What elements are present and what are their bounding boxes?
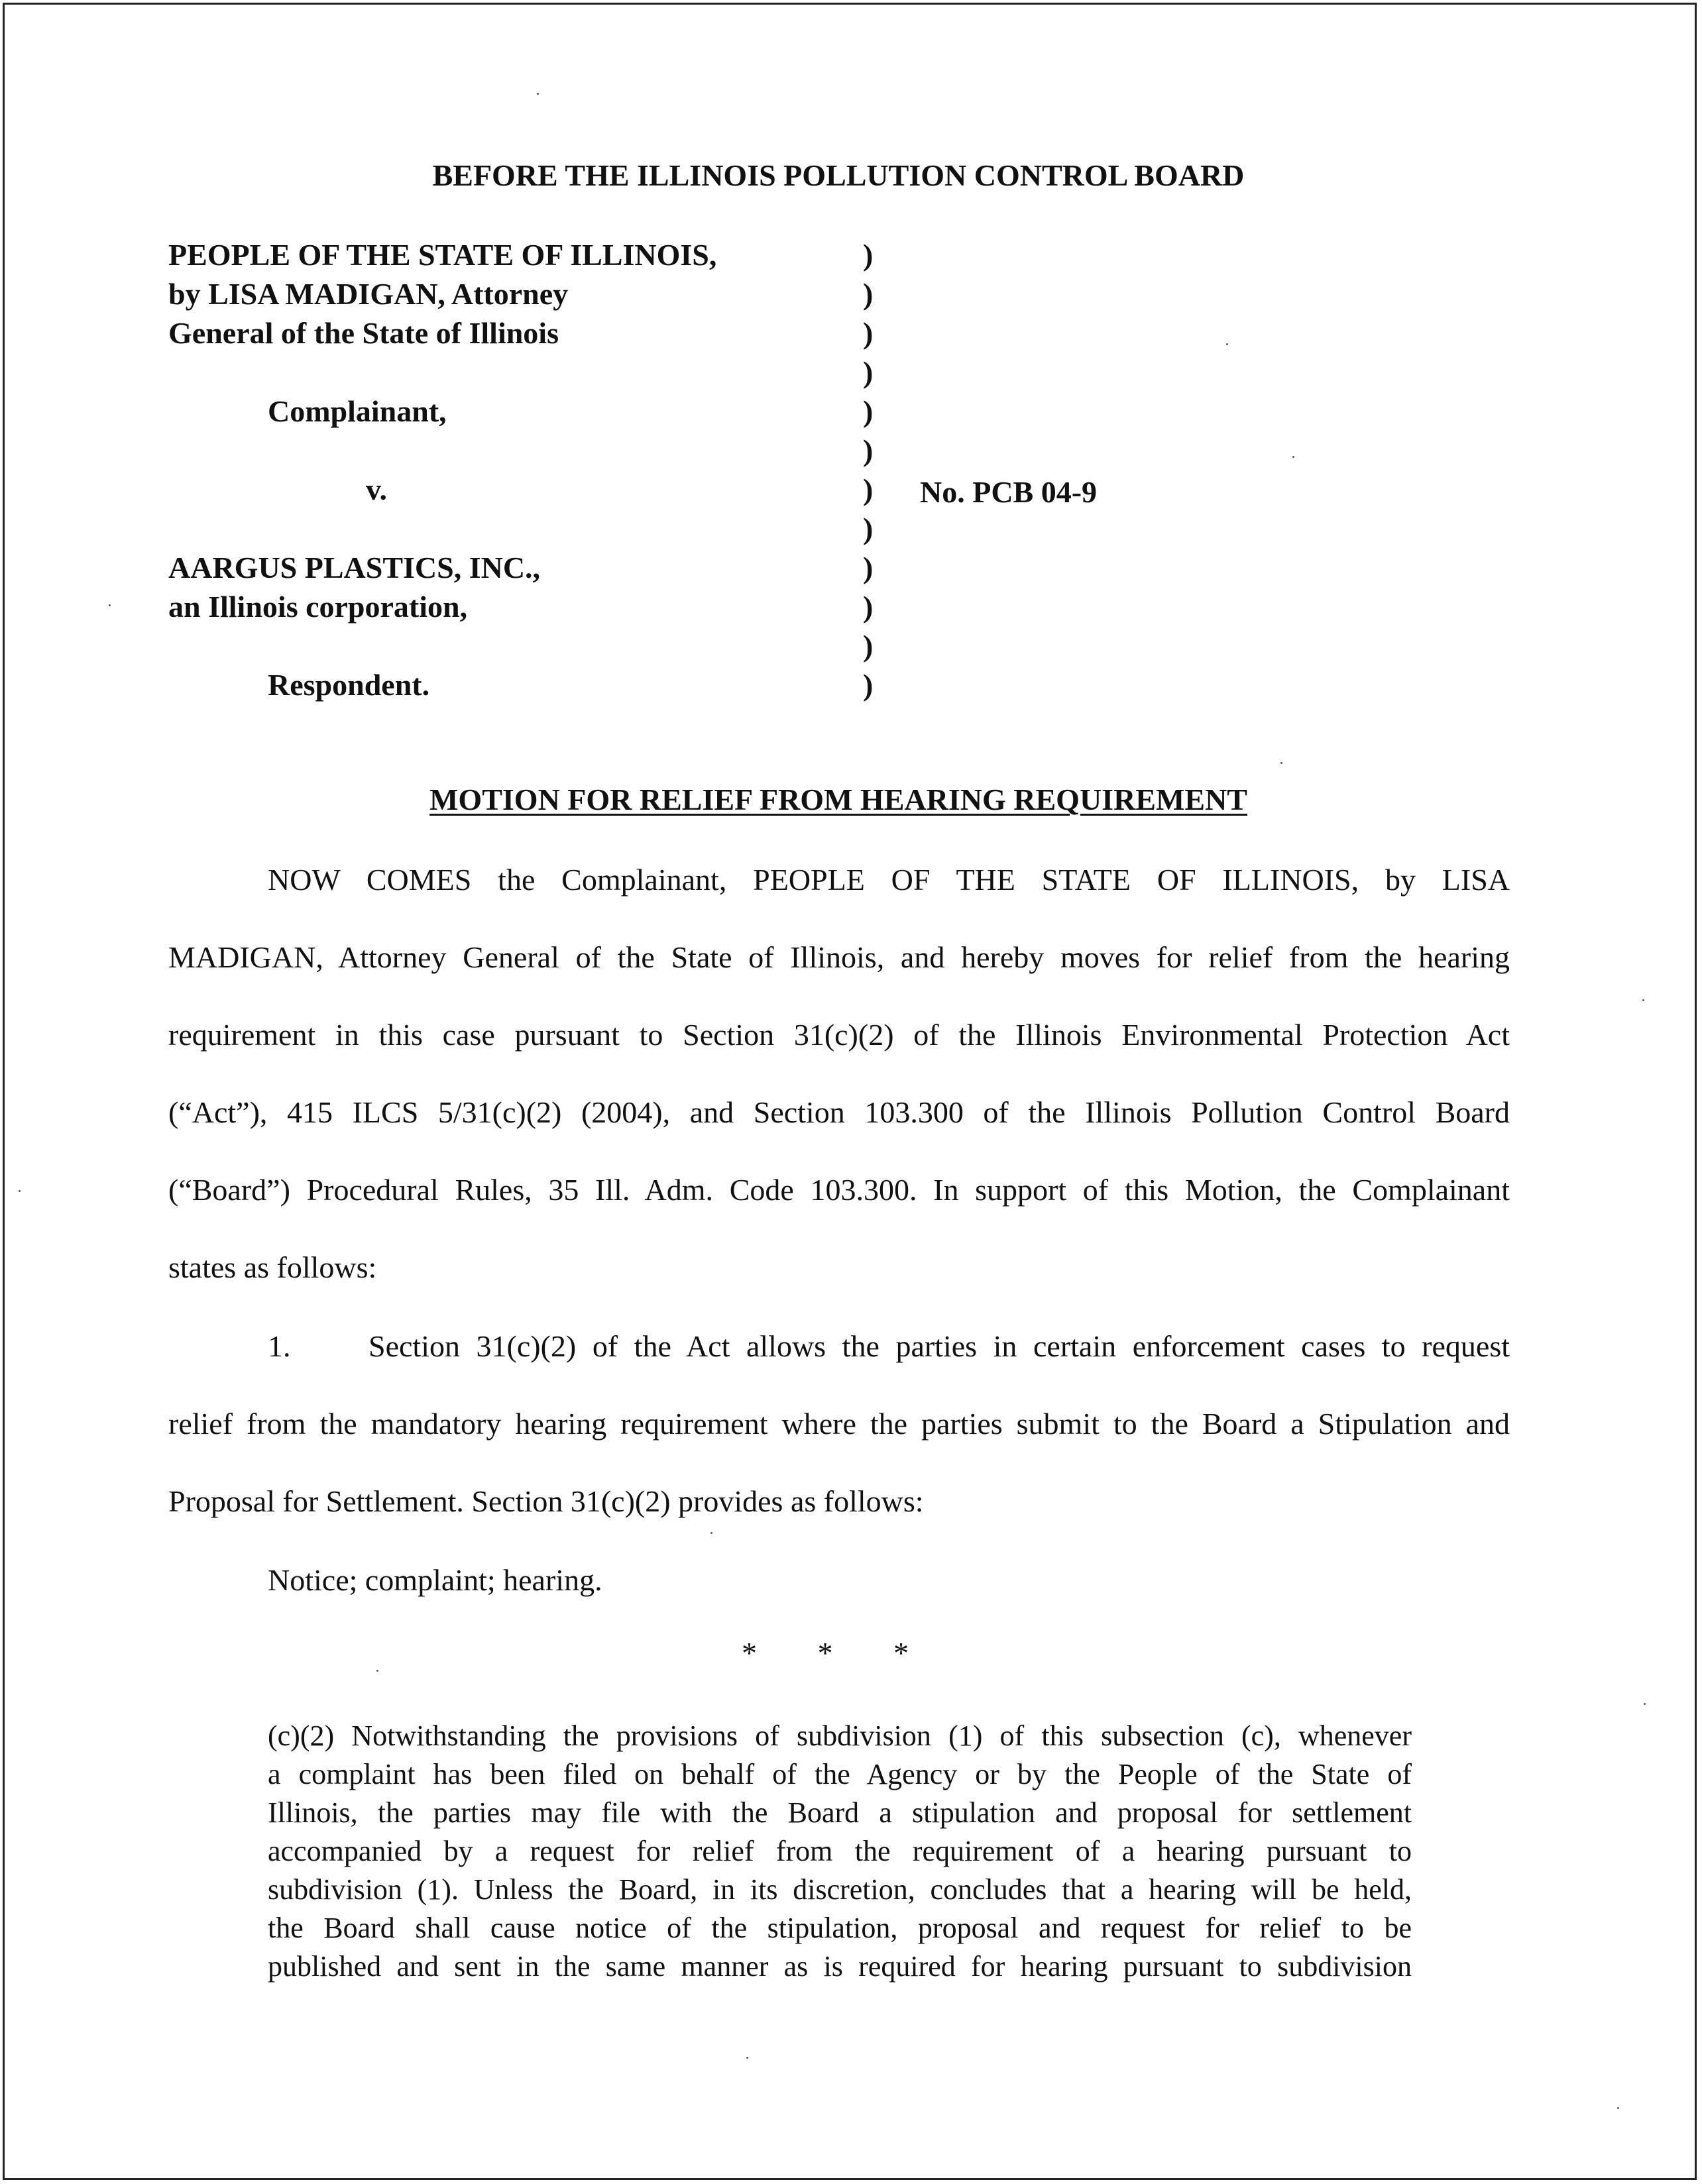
quote-line: subdivision (1). Unless the Board, in its discretion, concludes that a hearing will be held, xyxy=(268,1873,1412,1906)
scan-speck xyxy=(710,1532,712,1534)
intro-line: (“Act”), 415 ILCS 5/31(c)(2) (2004), and Section 103.300 of the Illinois Pollution Control Board xyxy=(168,1095,1510,1129)
quote-line: Illinois, the parties may file with the Board a stipulation and proposal for settlement xyxy=(268,1796,1412,1829)
paragraph-line: Proposal for Settlement. Section 31(c)(2) provides as follows: xyxy=(168,1484,924,1518)
motion-title: MOTION FOR RELIEF FROM HEARING REQUIREMENT xyxy=(429,783,1247,816)
quote-line: the Board shall cause notice of the stipulation, proposal and request for relief to be xyxy=(268,1912,1412,1944)
caption-paren: ) xyxy=(863,629,874,663)
caption-paren: ) xyxy=(863,590,874,624)
intro-line: MADIGAN, Attorney General of the State of Illinois, and hereby moves for relief from the hearing xyxy=(168,940,1510,974)
caption-paren: ) xyxy=(863,355,874,389)
caption-paren: ) xyxy=(863,512,874,545)
scan-speck xyxy=(1226,343,1228,345)
scan-speck xyxy=(537,93,539,95)
complainant-label: Complainant, xyxy=(268,394,447,428)
scan-speck xyxy=(1642,999,1644,1001)
intro-line: states as follows: xyxy=(168,1250,377,1284)
caption-paren: ) xyxy=(863,472,874,506)
caption-paren: ) xyxy=(863,433,874,467)
caption-paren: ) xyxy=(863,668,874,702)
respondent-name-line2: an Illinois corporation, xyxy=(168,590,468,624)
complainant-name-line3: General of the State of Illinois xyxy=(168,316,559,350)
quote-line: accompanied by a request for relief from the requirement of a hearing pursuant to xyxy=(268,1835,1412,1867)
paragraph-line: relief from the mandatory hearing requirement where the parties submit to the Board a Stipulation and xyxy=(168,1407,1510,1441)
complainant-name-line1: PEOPLE OF THE STATE OF ILLINOIS, xyxy=(168,238,717,272)
caption-paren: ) xyxy=(863,277,874,311)
scan-speck xyxy=(109,604,111,606)
scan-speck xyxy=(1617,2107,1619,2109)
quote-heading: Notice; complaint; hearing. xyxy=(268,1563,602,1597)
intro-line: NOW COMES the Complainant, PEOPLE OF THE STATE OF ILLINOIS, by LISA xyxy=(268,863,1510,897)
quote-line: a complaint has been filed on behalf of the Agency or by the People of the State of xyxy=(268,1758,1412,1790)
scan-speck xyxy=(1644,1703,1646,1705)
case-number: No. PCB 04-9 xyxy=(920,475,1098,509)
paragraph-number: 1. xyxy=(268,1329,291,1363)
respondent-name-line1: AARGUS PLASTICS, INC., xyxy=(168,551,541,584)
scan-speck xyxy=(746,2057,748,2059)
scan-speck xyxy=(19,1190,21,1192)
complainant-name-line2: by LISA MADIGAN, Attorney xyxy=(168,277,569,311)
quote-line: published and sent in the same manner as is required for hearing pursuant to subdivision xyxy=(268,1950,1412,1983)
respondent-label: Respondent. xyxy=(268,668,430,702)
caption-paren: ) xyxy=(863,238,874,272)
versus-label: v. xyxy=(366,472,387,506)
intro-line: requirement in this case pursuant to Section 31(c)(2) of the Illinois Environmental Protection Act xyxy=(168,1018,1510,1052)
board-title: BEFORE THE ILLINOIS POLLUTION CONTROL BOARD xyxy=(432,158,1245,192)
caption-paren: ) xyxy=(863,394,874,428)
caption-paren: ) xyxy=(863,551,874,584)
scan-speck xyxy=(1292,456,1294,458)
scan-speck xyxy=(1280,762,1282,764)
intro-line: (“Board”) Procedural Rules, 35 Ill. Adm. Code 103.300. In support of this Motion, the Complainant xyxy=(168,1173,1510,1207)
quote-line: (c)(2) Notwithstanding the provisions of subdivision (1) of this subsection (c), whenever xyxy=(268,1720,1412,1752)
section-break-asterisks: * * * xyxy=(742,1636,935,1670)
caption-paren: ) xyxy=(863,316,874,350)
paragraph-line: Section 31(c)(2) of the Act allows the parties in certain enforcement cases to request xyxy=(369,1329,1510,1363)
scan-speck xyxy=(376,1670,378,1672)
